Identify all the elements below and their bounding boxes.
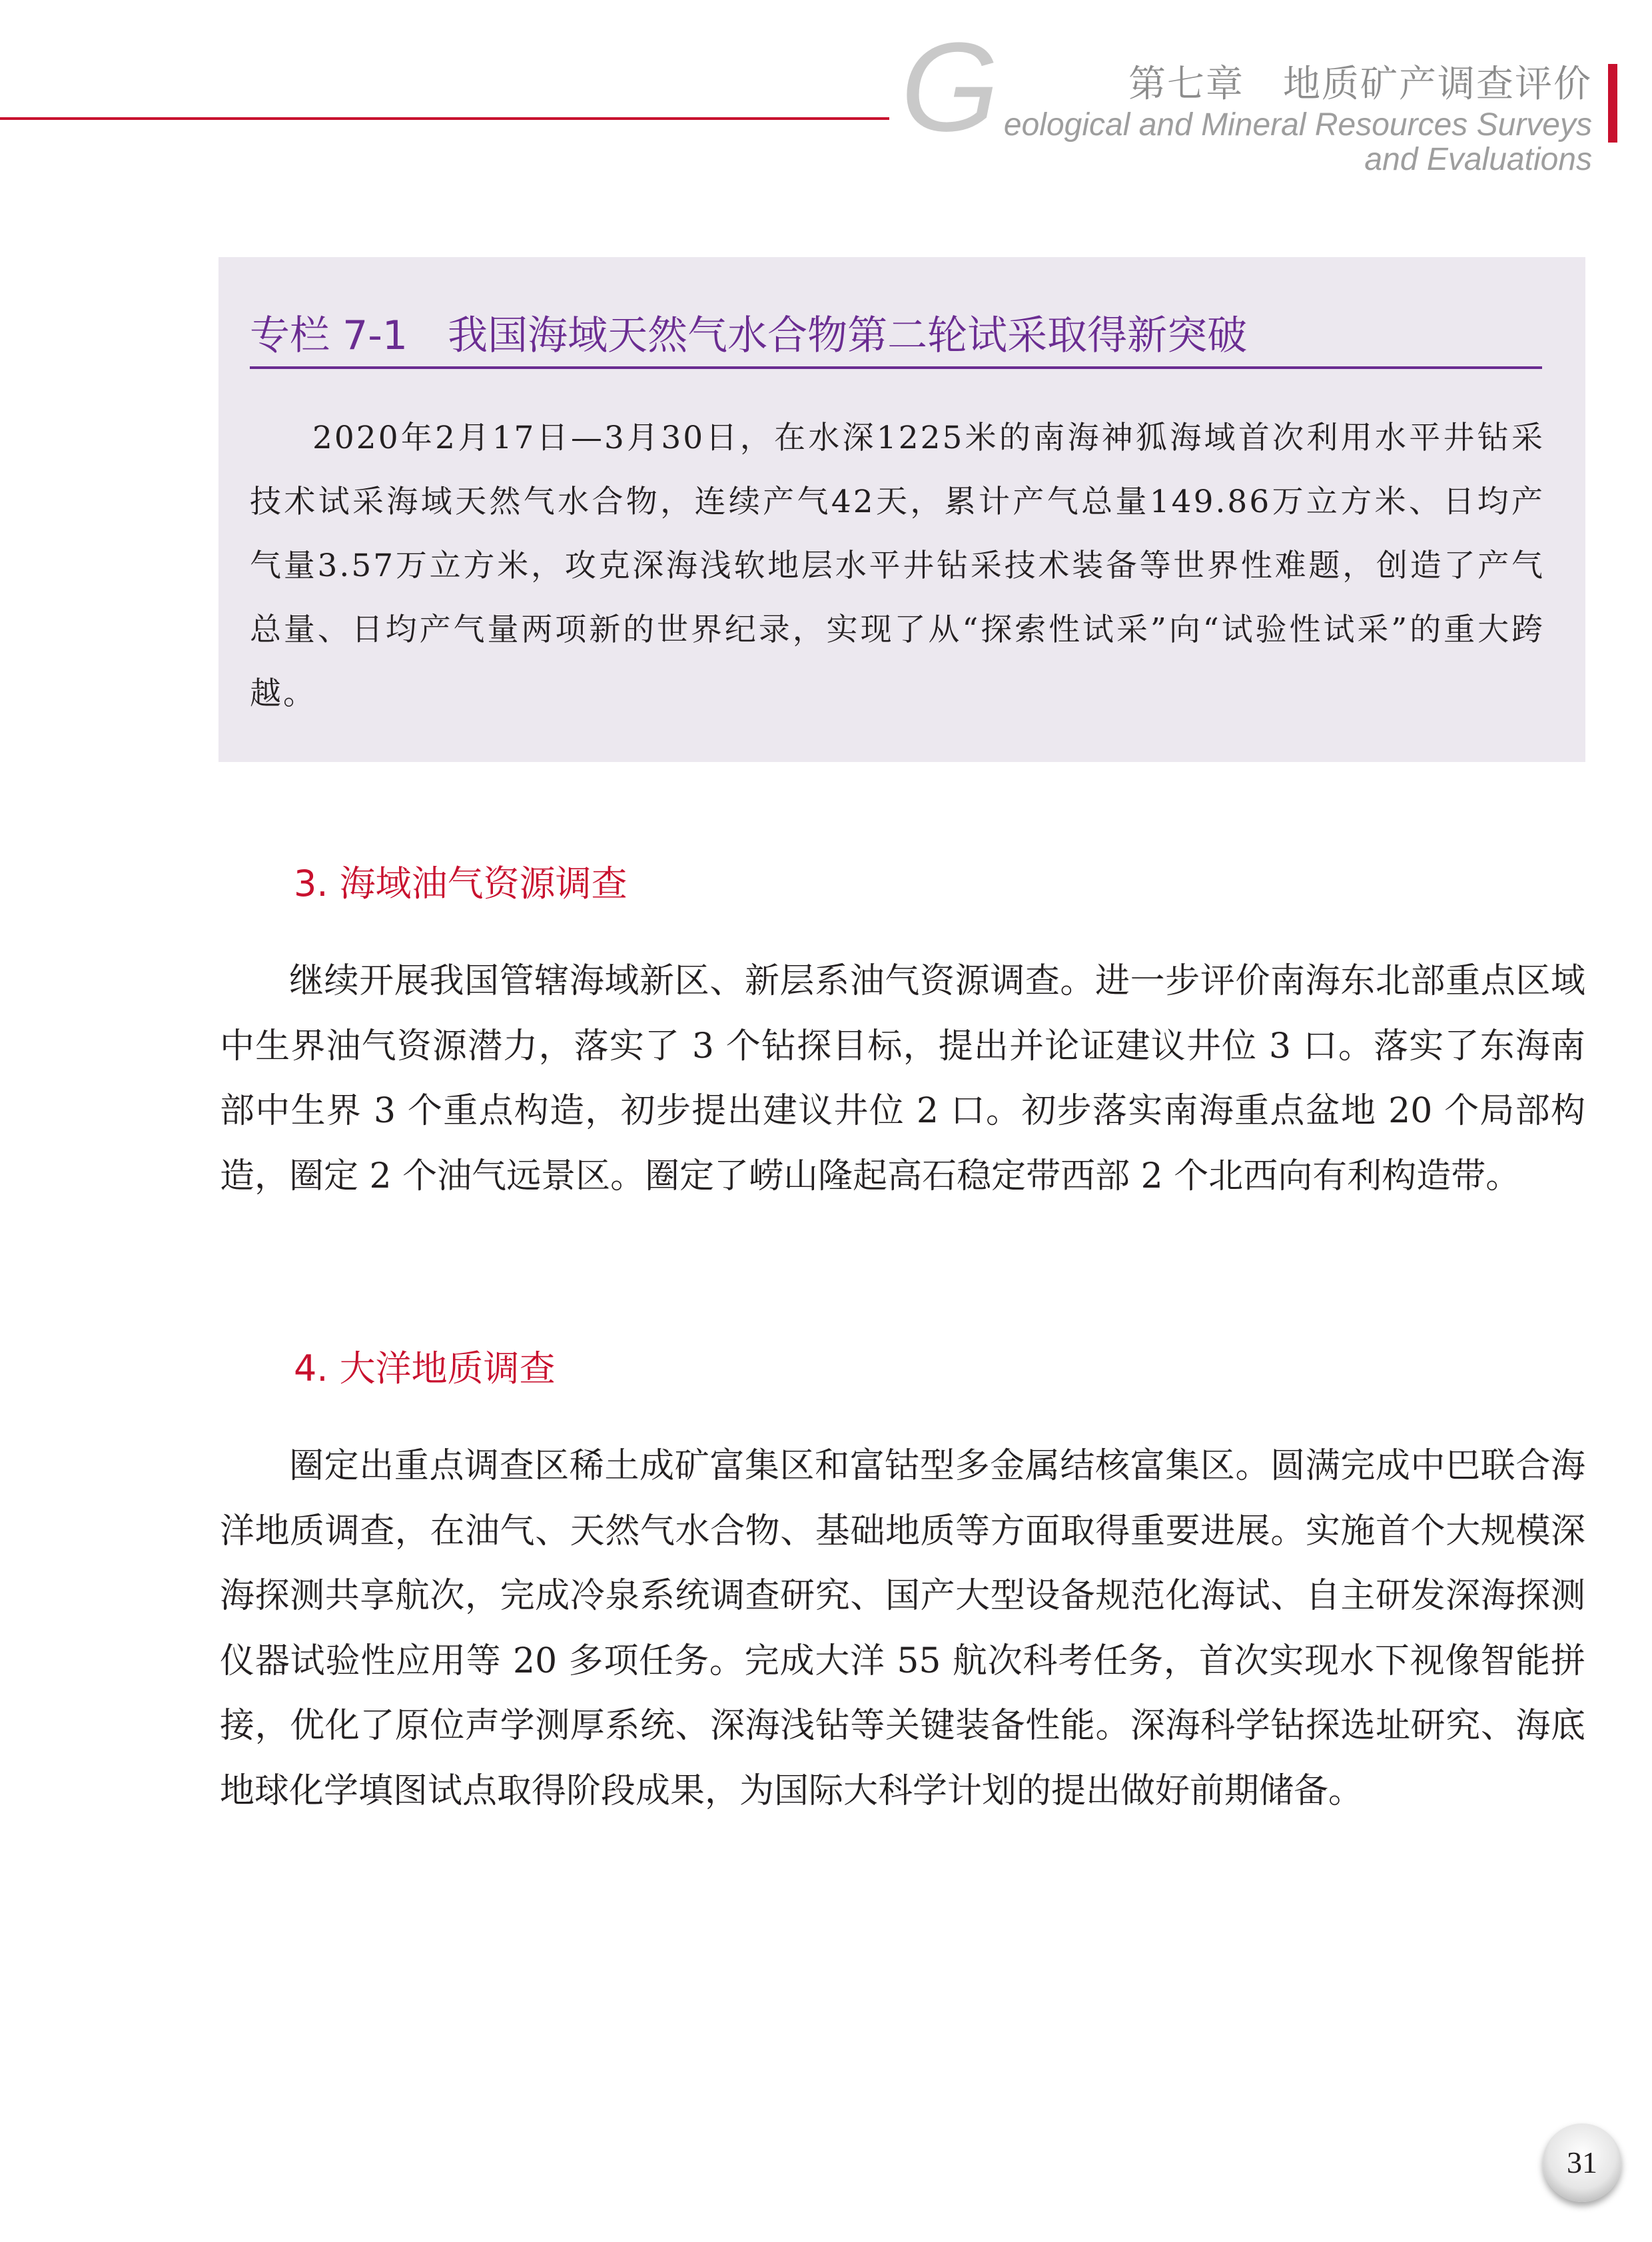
chapter-english-title-line-1: eological and Mineral Resources Surveys	[1003, 107, 1592, 143]
header-accent-bar	[1608, 64, 1617, 143]
feature-box-title: 专栏 7-1 我国海域天然气水合物第二轮试采取得新突破	[250, 312, 1248, 359]
feature-box-body: 2020年2月17日—3月30日，在水深1225米的南海神狐海域首次利用水平井钻采技术试采海域天然气水合物，连续产气42天，累计产气总量149.86万立方米、日均产气量3.57万立方米，攻克深海浅软地层水平井钻采技术装备等世界性难题，创造了产气总量、日均产气量两项新的世界纪录，实现了从“探索性试采”向“试验性试采”的重大跨越。	[250, 420, 1545, 712]
header-rule	[0, 117, 889, 120]
page-number-badge	[1543, 2123, 1621, 2202]
section-heading-ocean-geology: 4. 大洋地质调查	[294, 1347, 556, 1389]
section-paragraph-offshore-oil-gas: 继续开展我国管辖海域新区、新层系油气资源调查。进一步评价南海东北部重点区域中生界油气资源潜力，落实了 3 个钻探目标，提出并论证建议井位 3 口。落实了东海南部中生界 3 个重点构造，初步提出建议井位 2 口。初步落实南海重点盆地 20 个局部构造，圈定 2 个油气远景区。圈定了崂山隆起高石稳定带西部 2 个北西向有利构造带。	[220, 961, 1585, 1196]
chapter-english-title-line-2: and Evaluations	[1364, 142, 1592, 177]
feature-box-title-rule	[250, 366, 1542, 369]
page-number: 31	[1567, 2145, 1597, 2179]
feature-box	[218, 257, 1585, 762]
chapter-title: 第七章 地质矿产调查评价	[1128, 63, 1592, 106]
header-initial-letter: G	[901, 17, 999, 158]
section-paragraph-ocean-geology: 圈定出重点调查区稀土成矿富集区和富钴型多金属结核富集区。圆满完成中巴联合海洋地质调查，在油气、天然气水合物、基础地质等方面取得重要进展。实施首个大规模深海探测共享航次，完成冷泉系统调查研究、国产大型设备规范化海试、自主研发深海探测仪器试验性应用等 20 多项任务。完成大洋 55 航次科考任务，首次实现水下视像智能拼接，优化了原位声学测厚系统、深海浅钻等关键装备性能。深海科学钻探选址研究、海底地球化学填图试点取得阶段成果，为国际大科学计划的提出做好前期储备。	[220, 1446, 1585, 1811]
section-heading-offshore-oil-gas: 3. 海域油气资源调查	[294, 863, 627, 905]
